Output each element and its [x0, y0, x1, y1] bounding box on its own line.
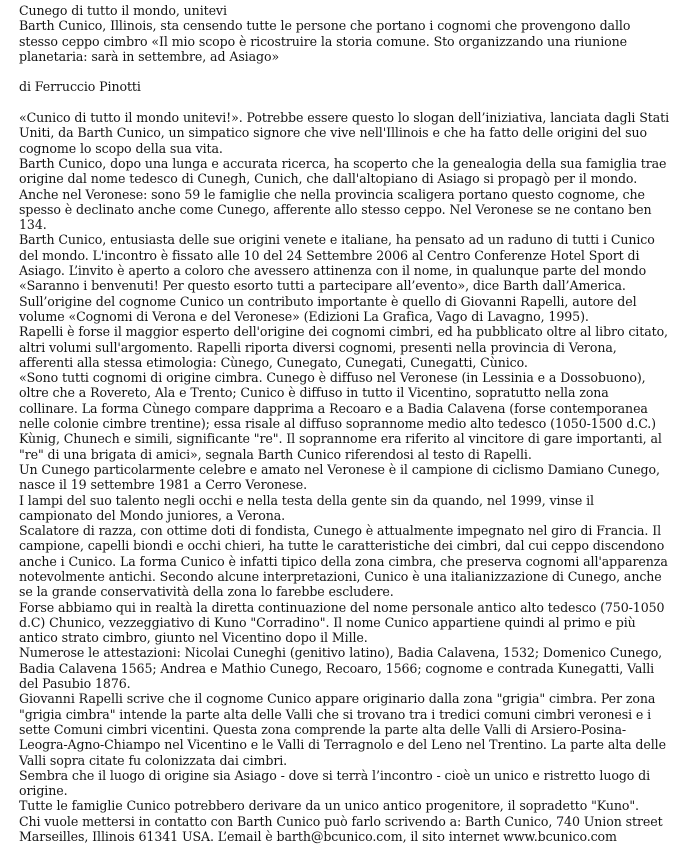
article-paragraph: Sembra che il luogo di origine sia Asiago - dove si terrà l’incontro - cioè un unico e ristretto luogo di origine.	[19, 767, 651, 799]
article-paragraph: I lampi del suo talento negli occhi e nella testa della gente sin da quando, nel 1999, vinse il campionato del Mondo juniores, a Verona.	[19, 492, 594, 523]
article-paragraph: «Cunico di tutto il mondo unitevi!». Potrebbe essere questo lo slogan dell’iniziativa, lanciata dagli Stati Uniti, da Barth Cunico, un simpatico signore che vive nell'Illinois e che ha fatto delle origini del suo cognome lo scopo della sua vita.	[19, 110, 670, 156]
article-paragraph: «Sono tutti cognomi di origine cimbra. Cunego è diffuso nel Veronese (in Lessinia e a Dossobuono), oltre che a Rovereto, Ala e Trento; Cunico è diffuso in tutto il Vicentino, sopratutto nella zona collinare. La forma Cùnego compare dapprima a Recoaro e a Badia Calavena (forse contemporanea nelle colonie cimbre trentine); essa risale al diffuso soprannome medio alto tedesco (1050-1500 d.C.) Kùnig, Chunech e simili, significante "re". Il soprannome era riferito al vincitore di gare importanti, al "re" di una brigata di amici», segnala Barth Cunico riferendosi al testo di Rapelli.	[19, 370, 662, 462]
article-paragraph: Tutte le famiglie Cunico potrebbero derivare da un unico antico progenitore, il sopradetto "Kuno".	[19, 798, 639, 814]
article-paragraph: Rapelli è forse il maggior esperto dell'origine dei cognomi cimbri, ed ha pubblicato oltre al libro citato, altri volumi sull'argomento. Rapelli riporta diversi cognomi, presenti nella provincia di Verona, afferenti alla stessa etimologia: Cùnego, Cunegato, Cunegati, Cunegatti, Cùnico.	[19, 324, 668, 370]
spacer	[19, 95, 669, 110]
spacer	[19, 64, 669, 79]
article-paragraph: Giovanni Rapelli scrive che il cognome Cunico appare originario dalla zona "grigia" cimbra. Per zona "grigia cimbra" intende la parte alta delle Valli che si trovano tra i tredici comuni cimbri veronesi e i sette Comuni cimbri vicentini. Questa zona comprende la parte alta delle Valli di Arsiero-Posina-Leogra-Agno-Chiampo nel Vicentino e le Valli di Terragnolo e del Leno nel Trentino. La parte alta delle Valli sopra citate fu colonizzata dai cimbri.	[19, 691, 666, 768]
article-paragraph: Sull’origine del cognome Cunico un contributo importante è quello di Giovanni Rapelli, autore del volume «Cognomi di Verona e del Veronese» (Edizioni La Grafica, Vago di Lavagno, 1995).	[19, 293, 637, 324]
article-headline: Cunego di tutto il mondo, unitevi	[19, 3, 227, 18]
article-paragraph: Barth Cunico, dopo una lunga e accurata ricerca, ha scoperto che la genealogia della sua famiglia trae origine dal nome tedesco di Cunegh, Cunich, che dall'altopiano di Asiago si propagò per il mondo. Anche nel Veronese: sono 59 le famiglie che nella provincia scaligera portano questo cognome, che spesso è declinato anche come Cunego, afferente allo stesso ceppo. Nel Veronese se ne contano ben 134.	[19, 155, 667, 233]
article-lead: Barth Cunico, Illinois, sta censendo tutte le persone che portano i cognomi che provengono dallo stesso ceppo cimbro «Il mio scopo è ricostruire la storia comune. Sto organizzando una riunione planetaria: sarà in settembre, ad Asiago»	[19, 18, 631, 64]
article-contact-paragraph: Chi vuole mettersi in contatto con Barth Cunico può farlo scrivendo a: Barth Cunico, 740 Union street Marseilles, Illinois 61341 USA. L’email è barth@bcunico.com, il sito internet www.bcunico.com	[19, 813, 663, 844]
article-paragraph: Un Cunego particolarmente celebre e amato nel Veronese è il campione di ciclismo Damiano Cunego, nasce il 19 settembre 1981 a Cerro Veronese.	[19, 461, 660, 493]
article-paragraph: Barth Cunico, entusiasta delle sue origini venete e italiane, ha pensato ad un raduno di tutti i Cunico del mondo. L'incontro è fissato alle 10 del 24 Settembre 2006 al Centro Conferenze Hotel Sport di Asiago. L’invito è aperto a coloro che avessero attinenza con il nome, in qualunque parte del mondo «Saranno i benvenuti! Per questo esorto tutti a partecipare all’evento», dice Barth dall’America.	[19, 232, 655, 294]
article-paragraph: Forse abbiamo qui in realtà la diretta continuazione del nome personale antico alto tedesco (750-1050 d.C) Chunico, vezzeggiativo di Kuno "Corradino". Il nome Cunico appartiene quindi al primo e più antico strato cimbro, giunto nel Vicentino dopo il Mille.	[19, 599, 665, 646]
article-paragraph: Scalatore di razza, con ottime doti di fondista, Cunego è attualmente impegnato nel giro di Francia. Il campione, capelli biondi e occhi chieri, ha tutte le caratteristiche dei cimbri, dal cui ceppo discendono anche i Cunico. La forma Cunico è infatti tipico della zona cimbra, che preserva cognomi all'apparenza notevolmente antichi. Secondo alcune interpretazioni, Cunico è una italianizzazione di Cunego, anche se la grande conservatività della zona lo farebbe escludere.	[19, 523, 668, 600]
article-paragraph: Numerose le attestazioni: Nicolai Cuneghi (genitivo latino), Badia Calavena, 1532; Domenico Cunego, Badia Calavena 1565; Andrea e Mathio Cunego, Recoaro, 1566; cognome e contrada Kunegatti, Valli del Pasubio 1876.	[19, 645, 663, 692]
article-byline: di Ferruccio Pinotti	[19, 79, 141, 95]
